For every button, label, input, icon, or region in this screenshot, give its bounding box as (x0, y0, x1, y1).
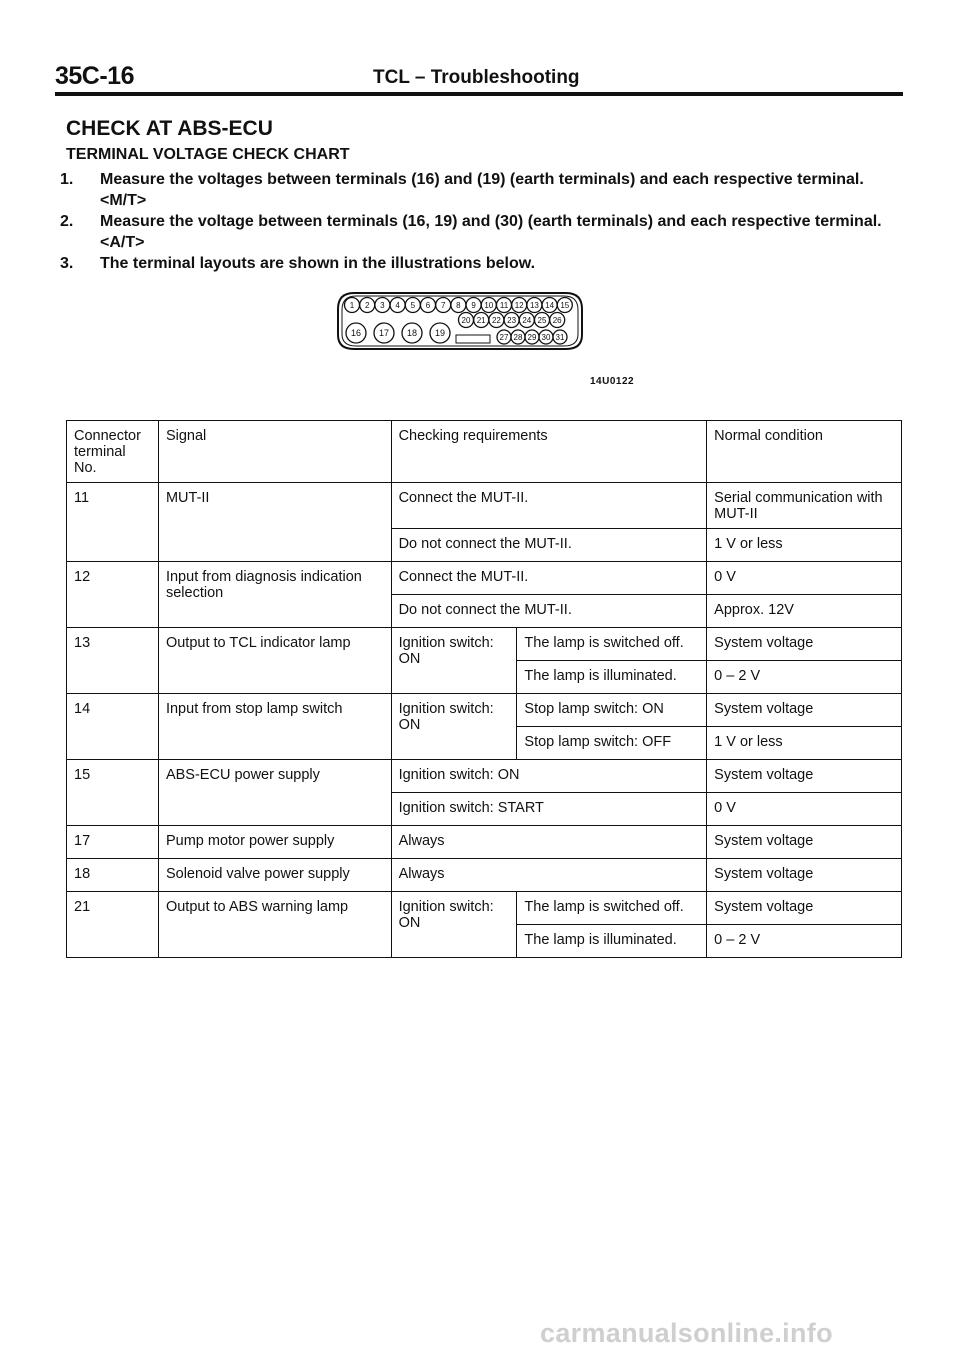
connector-pin-label: 28 (513, 332, 523, 342)
watermark: carmanualsonline.info (540, 1318, 833, 1348)
step-item: 1. Measure the voltages between terminals (16) and (19) (earth terminals) and each respective terminal. (60, 171, 864, 188)
normal-cell: System voltage (707, 859, 902, 892)
terminal-cell: 12 (67, 562, 159, 628)
signal-cell: Solenoid valve power supply (158, 859, 391, 892)
header-cell: Checking requirements (391, 421, 707, 483)
connector-pin-label: 20 (461, 315, 471, 325)
normal-cell: System voltage (707, 892, 902, 925)
requirement-cell: Connect the MUT-II. (391, 562, 707, 595)
condition-cell: The lamp is illuminated. (517, 925, 707, 958)
connector-pin-label: 18 (406, 328, 418, 339)
connector-pin-label: 27 (499, 332, 509, 342)
table-row (67, 826, 902, 859)
connector-pin-label: 8 (456, 300, 461, 310)
step-note: <A/T> (100, 234, 145, 251)
connector-pin-label: 31 (555, 332, 565, 342)
connector-pin-label: 10 (484, 300, 494, 310)
requirement-cell: Always (391, 859, 707, 892)
connector-pin-label: 23 (507, 315, 517, 325)
requirement-cell: Always (391, 826, 707, 859)
requirement-cell: Do not connect the MUT-II. (391, 595, 707, 628)
terminal-cell: 13 (67, 628, 159, 694)
table-row (67, 483, 902, 529)
connector-pin-label: 19 (434, 328, 446, 339)
requirement-cell: Ignition switch: ON (391, 760, 707, 793)
connector-pin-label: 29 (527, 332, 537, 342)
header-rule (55, 92, 903, 96)
connector-pin-label: 4 (395, 300, 400, 310)
table-row (67, 562, 902, 595)
normal-cell: 0 V (707, 793, 902, 826)
requirement-cell: Ignition switch: ON (391, 694, 517, 760)
normal-cell: System voltage (707, 760, 902, 793)
connector-pin-label: 6 (425, 300, 431, 310)
signal-cell: Input from stop lamp switch (158, 694, 391, 760)
connector-pin-label: 17 (378, 328, 390, 339)
page-header (55, 62, 903, 92)
connector-pin-label: 9 (471, 300, 476, 310)
step-item: 2. Measure the voltage between terminals (16, 19) and (30) (earth terminals) and each respective terminal. (60, 213, 882, 230)
signal-cell: Output to ABS warning lamp (158, 892, 391, 958)
terminal-voltage-table (66, 420, 902, 958)
normal-cell: 0 – 2 V (707, 661, 902, 694)
connector-pin-label: 30 (541, 332, 551, 342)
table-header-row (67, 421, 902, 483)
connector-pin-label: 11 (499, 300, 509, 310)
terminal-cell: 11 (67, 483, 159, 562)
normal-cell: 0 V (707, 562, 902, 595)
connector-diagram (336, 290, 584, 352)
connector-pin-label: 12 (514, 300, 524, 310)
terminal-cell: 17 (67, 826, 159, 859)
signal-cell: ABS-ECU power supply (158, 760, 391, 826)
pin-row-middle (459, 313, 565, 328)
normal-cell: Serial communication with MUT-II (707, 483, 902, 529)
signal-cell: Pump motor power supply (158, 826, 391, 859)
table-row (67, 859, 902, 892)
condition-cell: The lamp is switched off. (517, 628, 707, 661)
condition-cell: Stop lamp switch: OFF (517, 727, 707, 760)
connector-pin-label: 5 (410, 300, 416, 310)
header-cell: Connector terminal No. (67, 421, 159, 483)
table-row (67, 694, 902, 727)
requirement-cell: Connect the MUT-II. (391, 483, 707, 529)
table-row (67, 892, 902, 925)
connector-key (456, 335, 490, 343)
connector-pin-label: 22 (491, 315, 501, 325)
figure-id: 14U0122 (590, 376, 635, 387)
connector-pin-label: 25 (537, 315, 547, 325)
header-cell: Signal (158, 421, 391, 483)
requirement-cell: Ignition switch: ON (391, 628, 517, 694)
page-number: 35C-16 (55, 62, 134, 90)
connector-pin-label: 21 (476, 315, 486, 325)
connector-pin-label: 16 (350, 328, 362, 339)
header-cell: Normal condition (707, 421, 902, 483)
condition-cell: The lamp is switched off. (517, 892, 707, 925)
normal-cell: System voltage (707, 826, 902, 859)
terminal-cell: 14 (67, 694, 159, 760)
requirement-cell: Do not connect the MUT-II. (391, 529, 707, 562)
pin-row-bottom-right (497, 330, 567, 344)
step-note: <M/T> (100, 192, 147, 209)
table-row (67, 628, 902, 661)
connector-pin-label: 7 (440, 300, 446, 310)
pin-row-top (345, 298, 573, 313)
connector-pin-label: 3 (380, 300, 385, 310)
normal-cell: 1 V or less (707, 727, 902, 760)
header-title: TCL – Troubleshooting (373, 67, 580, 88)
condition-cell: The lamp is illuminated. (517, 661, 707, 694)
normal-cell: Approx. 12V (707, 595, 902, 628)
normal-cell: 1 V or less (707, 529, 902, 562)
requirement-cell: Ignition switch: ON (391, 892, 517, 958)
step-item: 3. The terminal layouts are shown in the illustrations below. (60, 255, 536, 272)
pin-row-bottom-left (346, 323, 450, 343)
signal-cell: Output to TCL indicator lamp (158, 628, 391, 694)
signal-cell: Input from diagnosis indication selection (158, 562, 391, 628)
normal-cell: System voltage (707, 628, 902, 661)
signal-cell: MUT-II (158, 483, 391, 562)
terminal-cell: 21 (67, 892, 159, 958)
connector-pin-label: 15 (560, 300, 570, 310)
requirement-cell: Ignition switch: START (391, 793, 707, 826)
normal-cell: System voltage (707, 694, 902, 727)
connector-pin-label: 26 (552, 315, 562, 325)
connector-pin-label: 13 (529, 300, 539, 310)
normal-cell: 0 – 2 V (707, 925, 902, 958)
connector-pin-label: 1 (349, 300, 355, 310)
connector-pin-label: 24 (522, 315, 532, 325)
instruction-steps (60, 169, 920, 274)
section-title: CHECK AT ABS-ECU (66, 117, 273, 140)
table-row (67, 760, 902, 793)
terminal-cell: 18 (67, 859, 159, 892)
terminal-cell: 15 (67, 760, 159, 826)
condition-cell: Stop lamp switch: ON (517, 694, 707, 727)
connector-pin-label: 14 (545, 300, 555, 310)
connector-pin-label: 2 (364, 300, 370, 310)
sub-title: TERMINAL VOLTAGE CHECK CHART (66, 146, 350, 163)
